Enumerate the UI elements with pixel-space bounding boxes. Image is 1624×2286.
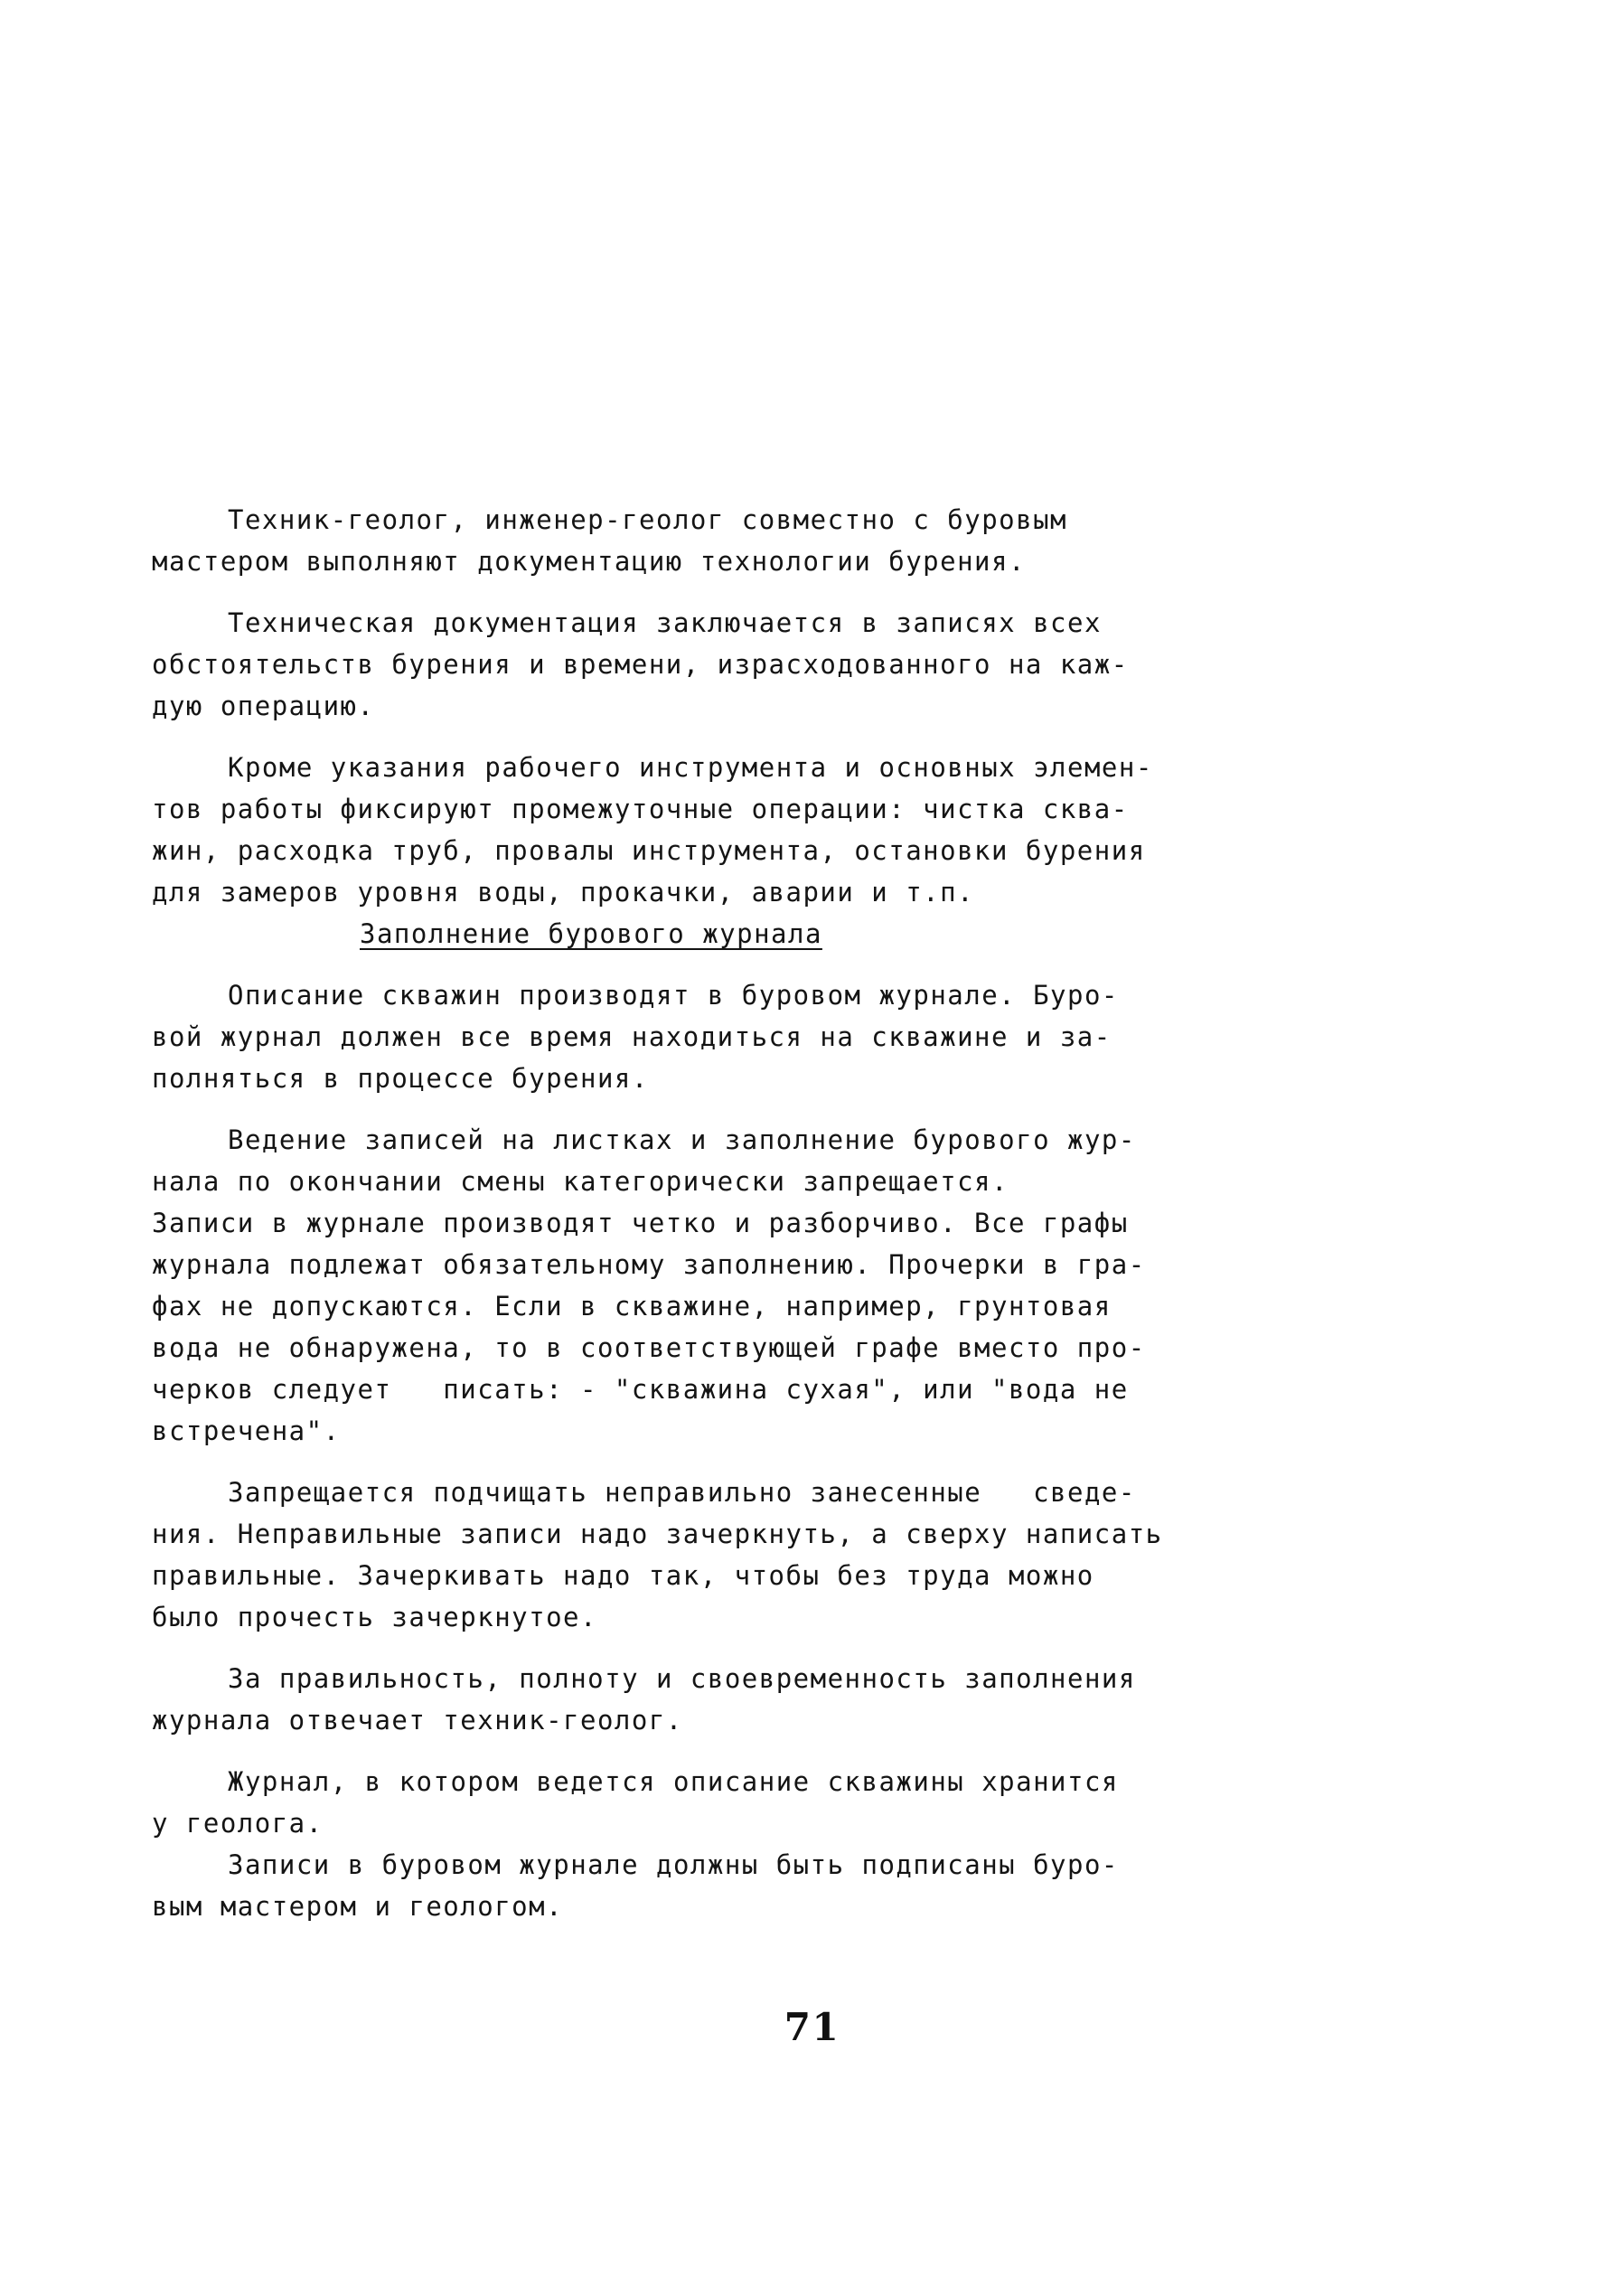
text-line: журнала подлежат обязательному заполнению. Прочерки в гра- <box>152 1249 1146 1280</box>
text-line: обстоятельств бурения и времени, израсходованного на каж- <box>152 649 1129 680</box>
text-line: Записи в буровом журнале должны быть подписаны буро- <box>228 1849 1119 1880</box>
text-line: нала по окончании смены категорически запрещается. <box>152 1166 1009 1197</box>
text-line: жин, расходка труб, провалы инструмента, остановки бурения <box>152 835 1146 866</box>
text-line: вода не обнаружена, то в соответствующей графе вместо про- <box>152 1332 1146 1363</box>
text-line: Записи в журнале производят четко и разборчиво. Все графы <box>152 1208 1129 1238</box>
text-line: Журнал, в котором ведется описание скважины хранится <box>228 1766 1119 1797</box>
text-line: правильные. Зачеркивать надо так, чтобы без труда можно <box>152 1560 1094 1591</box>
paragraph-responsibility <box>152 1658 1155 1741</box>
text-line: вым мастером и геологом. <box>152 1891 564 1922</box>
page-number: 71 <box>784 2005 840 2049</box>
text-line: журнала отвечает техник-геолог. <box>152 1705 683 1736</box>
text-line: черков следует писать: - "скважина сухая", или "вода не <box>152 1374 1129 1405</box>
text-line: Запрещается подчищать неправильно занесенные сведе- <box>228 1477 1136 1508</box>
paragraph-journal-storage <box>152 1761 1155 1844</box>
text-line: полняться в процессе бурения. <box>152 1063 649 1094</box>
paragraph-corrections <box>152 1472 1163 1638</box>
text-line: Техническая документация заключается в записях всех <box>228 607 1102 638</box>
text-line: ния. Неправильные записи надо зачеркнуть, а сверху написать <box>152 1519 1163 1549</box>
paragraph-technical-documentation <box>152 602 1155 727</box>
text-line: встречена". <box>152 1416 341 1446</box>
text-line: Ведение записей на листках и заполнение бурового жур- <box>228 1124 1136 1155</box>
text-line: дую операцию. <box>152 691 375 721</box>
text-line: фах не допускаются. Если в скважине, например, грунтовая <box>152 1291 1112 1322</box>
paragraph-documentation-intro <box>152 499 1155 582</box>
text-line: Описание скважин производят в буровом журнале. Буро- <box>228 980 1119 1011</box>
paragraph-signatures <box>152 1844 1155 1927</box>
paragraph-well-description <box>152 974 1155 1099</box>
text-line: За правильность, полноту и своевременность заполнения <box>228 1663 1136 1694</box>
paragraph-record-rules <box>152 1119 1155 1452</box>
text-line: Техник-геолог, инженер-геолог совместно с буровым <box>228 504 1068 535</box>
text-line: для замеров уровня воды, прокачки, аварии и т.п. <box>152 877 975 908</box>
text-line: Кроме указания рабочего инструмента и основных элемен- <box>228 752 1153 783</box>
text-line: у геолога. <box>152 1808 324 1839</box>
paragraph-intermediate-operations <box>152 747 1155 913</box>
body-text <box>152 499 1163 1927</box>
text-line: вой журнал должен все время находиться на скважине и за- <box>152 1021 1112 1052</box>
section-heading: Заполнение бурового журнала <box>360 918 822 949</box>
text-line: мастером выполняют документацию технологии бурения. <box>152 546 1026 577</box>
text-line: было прочесть зачеркнутое. <box>152 1602 597 1632</box>
text-line: тов работы фиксируют промежуточные операции: чистка сква- <box>152 794 1129 824</box>
